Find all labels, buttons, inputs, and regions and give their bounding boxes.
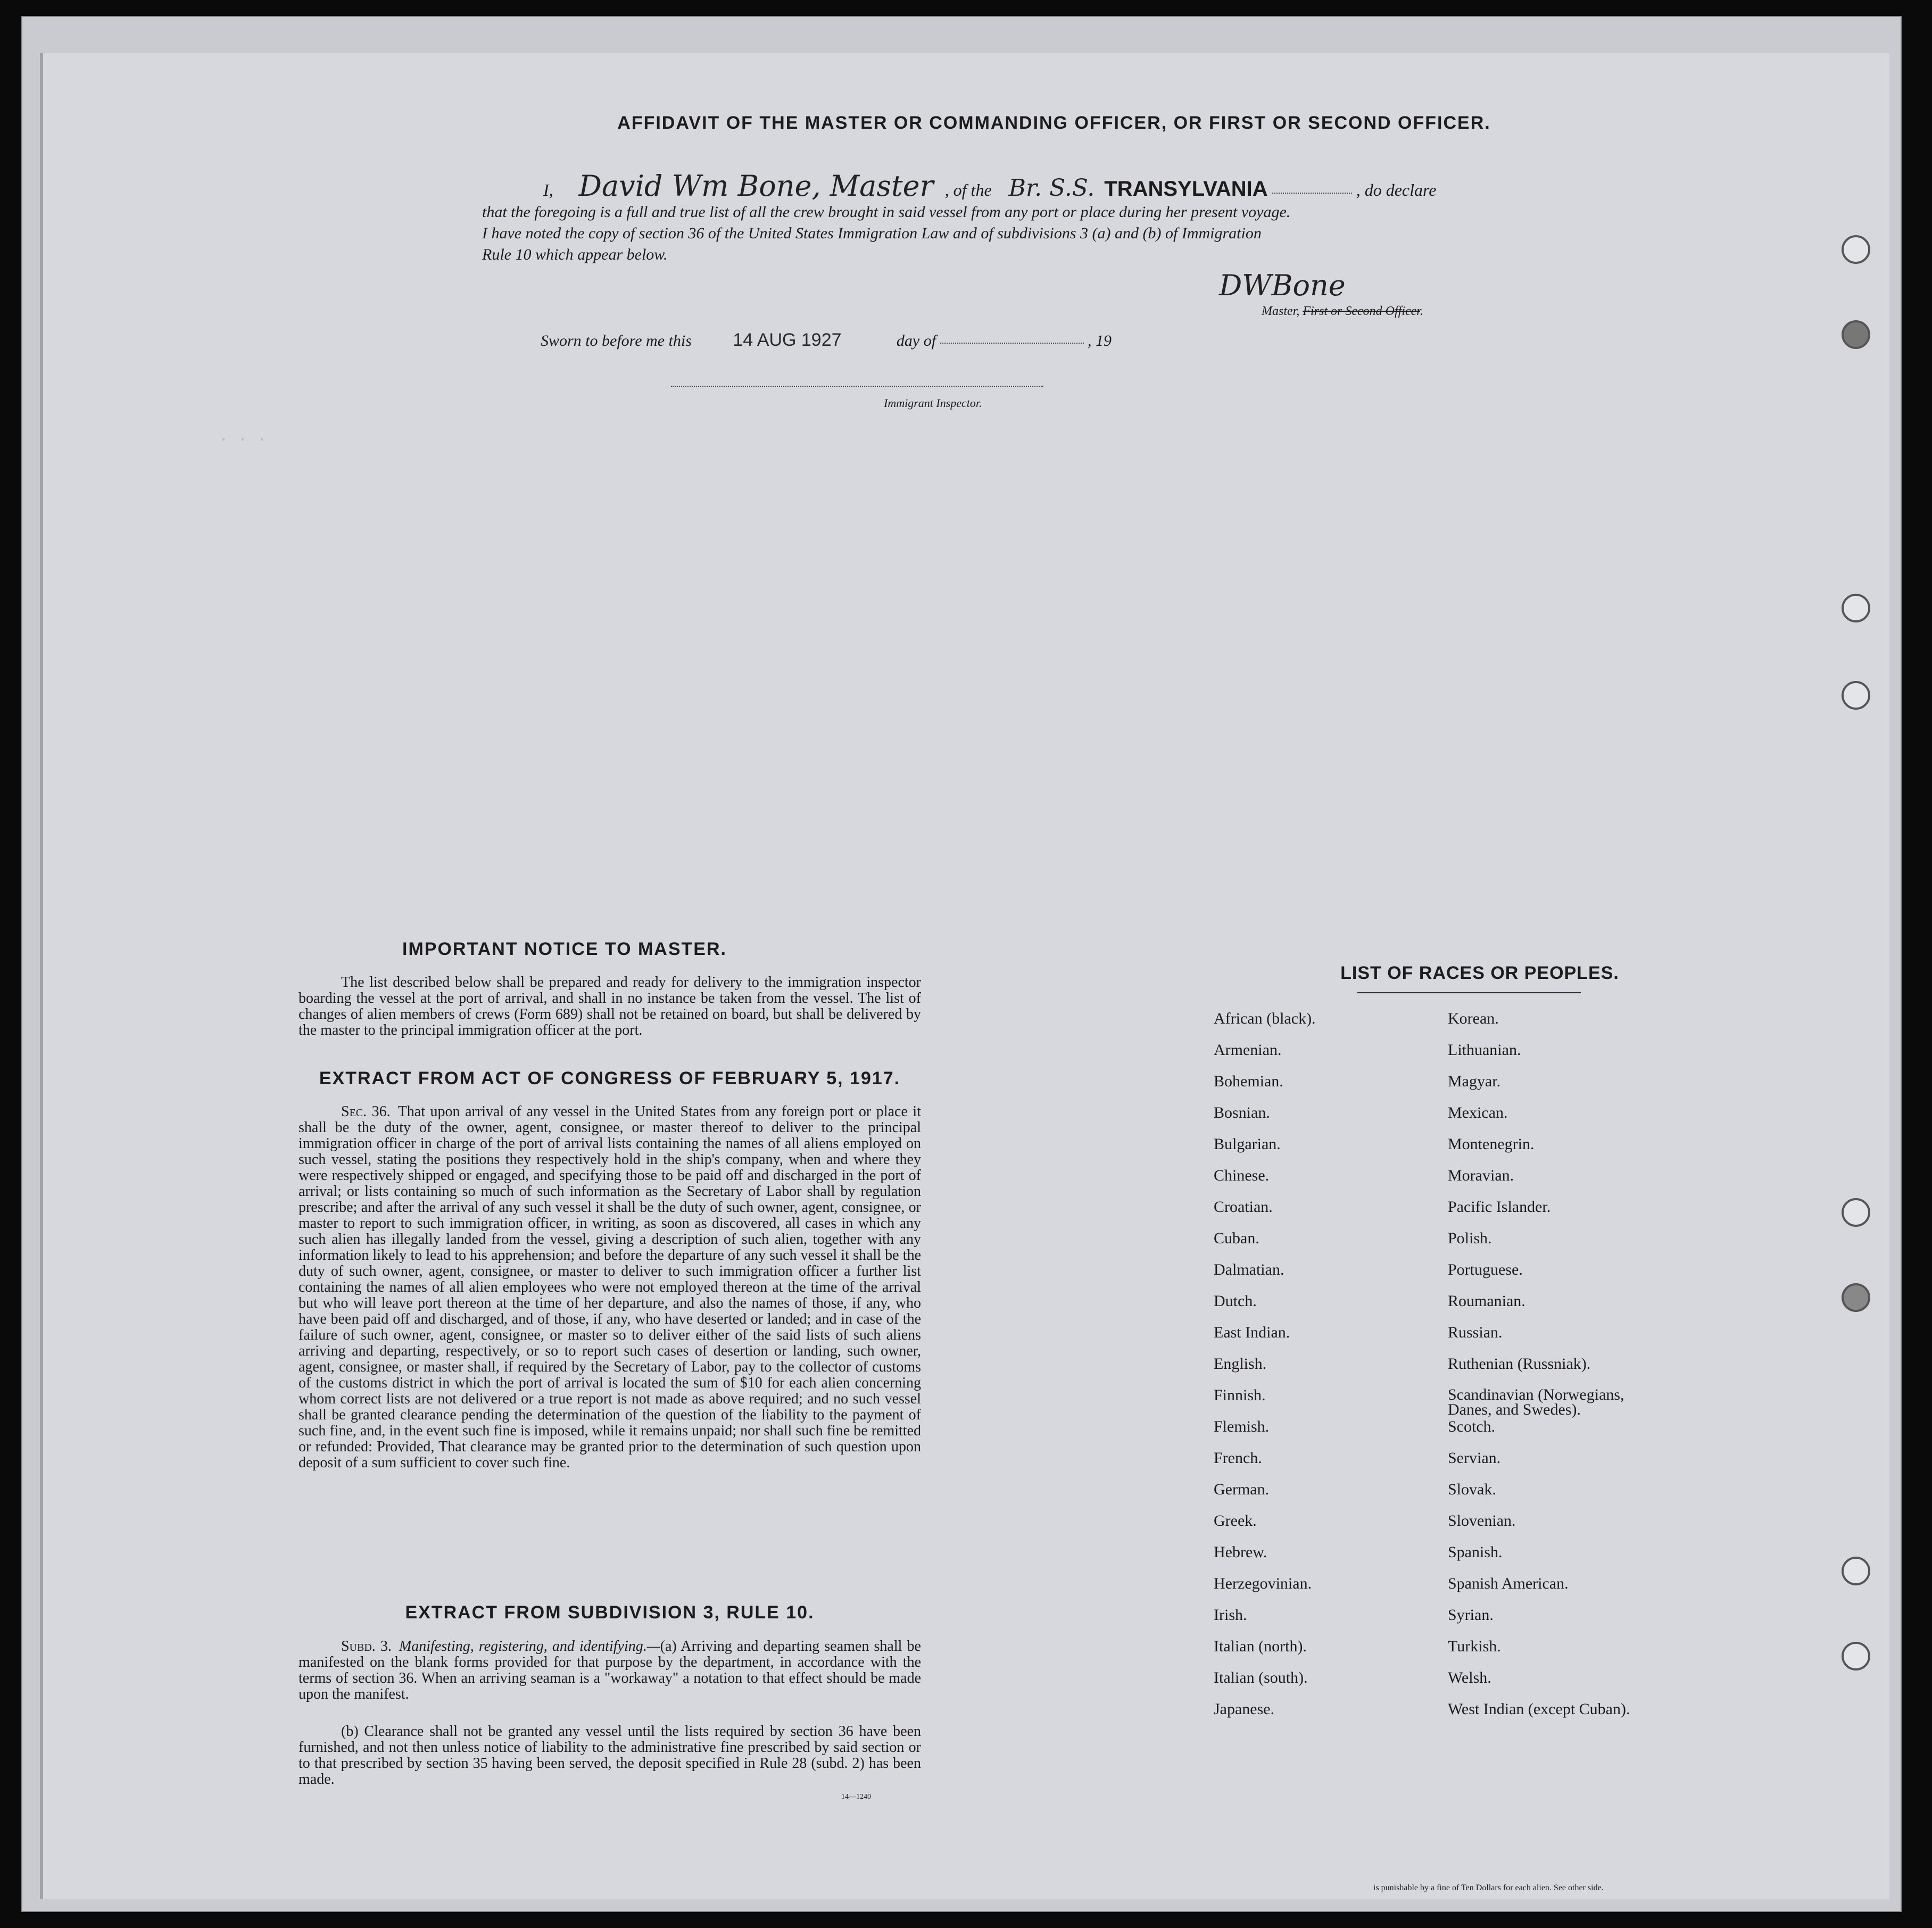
race-item: East Indian.: [1214, 1324, 1290, 1341]
race-item: Spanish.: [1448, 1543, 1503, 1561]
affidavit-declaration-line: [543, 169, 1554, 203]
binding-hole: [1842, 681, 1870, 710]
race-item: Roumanian.: [1448, 1292, 1525, 1310]
inspector-signature-line: [671, 386, 1043, 387]
race-item: Lithuanian.: [1448, 1041, 1521, 1059]
race-item: Hebrew.: [1214, 1543, 1267, 1561]
rule-subd-heading: Manifesting, registering, and identifying.—: [399, 1638, 660, 1655]
master-name-handwritten: David Wm Bone, Master: [578, 169, 934, 203]
race-item: Scotch.: [1448, 1418, 1496, 1435]
year-prefix-label: , 19: [1088, 332, 1112, 350]
notice-text: The list described below shall be prepared and ready for delivery to the immigration inspector boarding the vessel at the port of arrival, and shall in no instance be taken from the vessel. The list of changes of alien members of crews (Form 689) shall not be retained on board, but shall be delivered by the master to the principal immigration officer at the port.: [298, 974, 921, 1038]
binding-hole: [1842, 235, 1870, 264]
vessel-name-dotted-line: [1272, 193, 1352, 194]
race-item: English.: [1214, 1355, 1267, 1373]
bleed-through-mark: · · ·: [219, 431, 267, 449]
race-item: Bosnian.: [1214, 1104, 1270, 1121]
day-of-label: day of: [896, 332, 936, 350]
race-item: Slovenian.: [1448, 1512, 1516, 1530]
race-item: Scandinavian (Norwegians, Danes, and Swedes).: [1448, 1386, 1624, 1418]
race-item: Servian.: [1448, 1449, 1501, 1467]
binding-hole: [1842, 594, 1870, 622]
races-title: LIST OF RACES OR PEOPLES.: [1340, 963, 1619, 983]
race-item: Moravian.: [1448, 1167, 1514, 1184]
race-item: Japanese.: [1214, 1700, 1275, 1718]
race-item: Irish.: [1214, 1606, 1247, 1624]
race-item: Finnish.: [1214, 1386, 1266, 1404]
race-item: Magyar.: [1448, 1073, 1501, 1090]
race-item: Bohemian.: [1214, 1073, 1283, 1090]
binding-hole: [1842, 1198, 1870, 1227]
affidavit-title: AFFIDAVIT OF THE MASTER OR COMMANDING OFFICER, OR FIRST OR SECOND OFFICER.: [617, 113, 1491, 133]
race-item: Mexican.: [1448, 1104, 1508, 1121]
i-label: I,: [543, 180, 553, 200]
race-item: Herzegovinian.: [1214, 1575, 1312, 1592]
binding-hole: [1842, 1557, 1870, 1585]
rule-title: EXTRACT FROM SUBDIVISION 3, RULE 10.: [405, 1602, 815, 1623]
race-item: Portuguese.: [1448, 1261, 1523, 1278]
master-signature: DWBone: [1219, 269, 1346, 302]
race-item: Spanish American.: [1448, 1575, 1569, 1592]
race-item: West Indian (except Cuban).: [1448, 1700, 1630, 1718]
race-item: Turkish.: [1448, 1638, 1501, 1655]
race-item: Armenian.: [1214, 1041, 1282, 1059]
race-item: Polish.: [1448, 1229, 1492, 1247]
races-right-column: [1448, 1011, 1724, 1782]
signature-caption: [1262, 304, 1423, 319]
act-text-block: [298, 1104, 921, 1471]
signature-caption-end: .: [1420, 304, 1423, 318]
race-item: Dutch.: [1214, 1292, 1257, 1310]
race-item: Montenegrin.: [1448, 1135, 1535, 1153]
rule-text-b: (b) Clearance shall not be granted any vessel until the lists required by section 36 have been furnished, and not then unless notice of liability to the administrative fine prescribed by said section or to that prescribed by section 35 having been served, the deposit specified in Rule 28 (subd. 2) has been made.: [298, 1723, 921, 1788]
of-the-label: , of the: [944, 180, 992, 200]
races-title-underline: [1357, 992, 1581, 993]
race-item: Cuban.: [1214, 1229, 1259, 1247]
races-left-column: [1214, 1011, 1442, 1782]
race-item: Croatian.: [1214, 1198, 1273, 1216]
race-item: Dalmatian.: [1214, 1261, 1284, 1278]
rule-text-a: (a) Arriving and departing seamen shall be manifested on the blank forms provided for that purpose by the department, in accordance with the terms of section 36. When an arriving seaman is a "workaway" a notation to that effect should be made upon the manifest.: [298, 1638, 921, 1702]
do-declare-label: , do declare: [1356, 180, 1437, 200]
rule-text-a-block: [298, 1639, 921, 1702]
race-item: Italian (south).: [1214, 1669, 1308, 1686]
race-item: Greek.: [1214, 1512, 1257, 1530]
race-item: African (black).: [1214, 1010, 1316, 1027]
vessel-prefix-handwritten: Br. S.S.: [1008, 174, 1095, 202]
form-number: 14—1240: [841, 1793, 871, 1801]
race-item: Russian.: [1448, 1324, 1503, 1341]
month-dotted-line: [940, 343, 1084, 344]
race-item: Chinese.: [1214, 1167, 1270, 1184]
race-item: Bulgarian.: [1214, 1135, 1281, 1153]
notice-title: IMPORTANT NOTICE TO MASTER.: [402, 939, 727, 959]
manifest-page: [40, 53, 1889, 1899]
race-item: Flemish.: [1214, 1418, 1270, 1435]
sworn-line: [541, 330, 1112, 351]
affidavit-body-line-1: that the foregoing is a full and true list of all the crew brought in said vessel from any port or place during her present voyage.: [482, 203, 1291, 221]
act-title: EXTRACT FROM ACT OF CONGRESS OF FEBRUARY 5, 1917.: [319, 1068, 901, 1088]
race-item: Syrian.: [1448, 1606, 1494, 1624]
signature-caption-struck: First or Second Officer: [1303, 304, 1420, 318]
act-section-label: Sec. 36.: [341, 1103, 391, 1120]
race-item: Welsh.: [1448, 1669, 1491, 1686]
vessel-name-stamp: TRANSYLVANIA: [1104, 177, 1268, 201]
race-item: Ruthenian (Russniak).: [1448, 1355, 1591, 1373]
date-stamp: 14 AUG 1927: [733, 330, 842, 350]
affidavit-body-line-3: Rule 10 which appear below.: [482, 246, 668, 263]
inspector-label: Immigrant Inspector.: [884, 396, 982, 410]
rule-subd-label: Subd. 3.: [341, 1638, 392, 1655]
binding-hole: [1842, 1642, 1870, 1671]
sworn-label: Sworn to before me this: [541, 332, 692, 350]
race-item: French.: [1214, 1449, 1262, 1467]
act-text: That upon arrival of any vessel in the United States from any foreign port or place it shall be the duty of the owner, agent, consignee, or master thereof to deliver to the principal immigration officer in charge of the port of arrival lists containing the names of all aliens employed on such vessel, stating the positions they respectively hold in the ship's company, when and where they were respectively shipped or engaged, and specifying those to be paid off and discharged in the port of arrival; or lists containing so much of such information as the Secretary of Labor shall by regulation prescribe; and after the arrival of any such vessel it shall be the duty of such owner, agent, consignee, or master to report to such immigration officer, in writing, as soon as discovered, all cases in which any such alien has illegally landed from the vessel, giving a description of such alien, together with any information likely to lead to his apprehension; and before the departure of any such vessel it shall be the duty of such owner, agent, consignee, or master to deliver to such immigration officer a further list containing the names of all alien employees who were not employed thereon at the time of the arrival but who will leave port thereon at the time of her departure, and also the names of those, if any, who have been paid off and discharged, and of those, if any, who have deserted or landed; and in case of the failure of such owner, agent, consignee, or master so to deliver either of the said lists of such aliens arriving and departing, respectively, or so to report such cases of desertion or landing, such owner, agent, consignee, or master shall, if required by the Secretary of Labor, pay to the collector of customs of the customs district in which the port of arrival is located the sum of $10 for each alien concerning whom correct lists are not delivered or a true report is not made as above required; and no such vessel shall be granted clearance pending the determination of the question of the liability to the payment of such fine, and, in the event such fine is imposed, while it remains unpaid; nor shall such fine be remitted or refunded: Provided, That clearance may be granted prior to the determination of such question upon deposit of a sum sufficient to cover such fine.: [298, 1103, 921, 1471]
binding-hole: [1842, 320, 1870, 349]
binding-hole: [1842, 1283, 1870, 1312]
race-item: Slovak.: [1448, 1481, 1496, 1498]
race-item: Korean.: [1448, 1010, 1499, 1027]
signature-caption-master: Master,: [1262, 304, 1300, 318]
race-item: Pacific Islander.: [1448, 1198, 1551, 1216]
penalty-footer-note: is punishable by a fine of Ten Dollars for each alien. See other side.: [1373, 1883, 1604, 1892]
affidavit-body-line-2: I have noted the copy of section 36 of the United States Immigration Law and of subdivisions 3 (a) and (b) of Immigration: [482, 225, 1262, 242]
race-item: German.: [1214, 1481, 1270, 1498]
race-item: Italian (north).: [1214, 1638, 1307, 1655]
